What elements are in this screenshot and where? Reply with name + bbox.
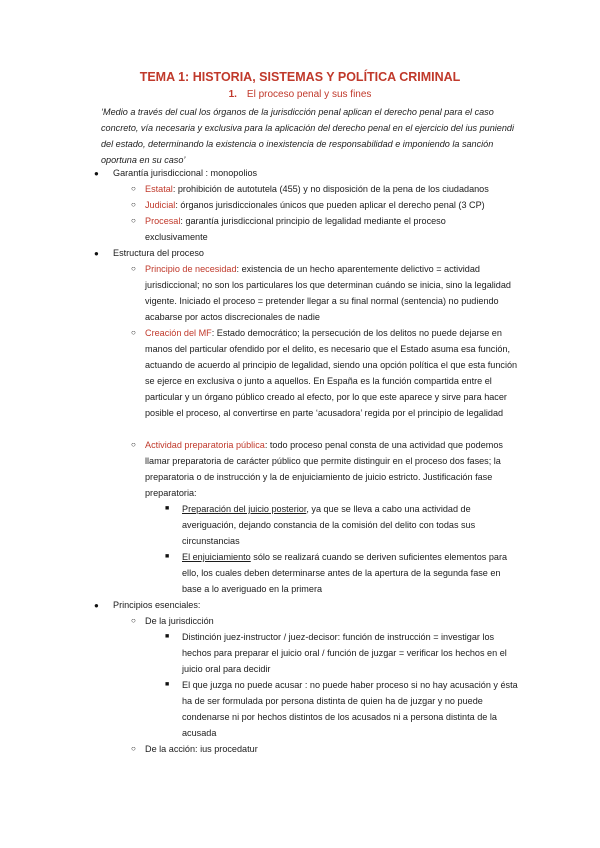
term-label: Estatal (145, 184, 173, 194)
term-text: sólo se realizará cuando se deriven suficientes elementos para ello, los cuales deben determinarse antes de la apertura de la segunda fase en base a lo averiguado en la primera (182, 552, 508, 594)
bullet-square-icon: ■ (165, 553, 170, 560)
bullet-disc-icon: ● (94, 249, 99, 258)
term-label: Procesal (145, 216, 181, 226)
list-item-enjuiciamiento (182, 549, 518, 597)
section-number: 1. (228, 89, 237, 100)
bullet-circle-icon: ○ (131, 440, 136, 449)
bullet-circle-icon: ○ (131, 216, 136, 225)
term-text: : todo proceso penal consta de una actividad que podemos llamar preparatoria de carácter público que permite distinguir en el proceso dos fases; la preparatoria o de instrucción y la de enjuiciamiento de juicio estricto. Justificación fase preparatoria: (145, 440, 503, 498)
list-item-judicial (145, 197, 523, 213)
term-text: : existencia de un hecho aparentemente delictivo = actividad jurisdiccional; no son los particulares los que determinan cuándo se inicia, sino la legalidad vigente. Iniciado el proceso = pretender llegar a su final normal (sentencia) no pudiendo acabarse por actos discrecionales de nadie (145, 264, 511, 322)
bullet-circle-icon: ○ (131, 264, 136, 273)
bullet-circle-icon: ○ (131, 616, 136, 625)
page-title: TEMA 1: HISTORIA, SISTEMAS Y POLÍTICA CRIMINAL (139, 70, 461, 84)
definition-quote: ‘Medio a través del cual los órganos de la jurisdicción penal aplican el derecho penal para el caso concreto, vía necesaria y exclusiva para la aplicación del derecho penal en el ejercicio del ius puniendi del estado, determinando la existencia o inexistencia de responsabilidad e imponiendo la sanción oportuna en su caso’ (101, 107, 515, 165)
bullet-disc-icon: ● (94, 169, 99, 178)
list-item-garantia: Garantía jurisdiccional : monopolios (113, 168, 258, 178)
term-text: : Estado democrático; la persecución de los delitos no puede dejarse en manos del particular ofendido por el delito, es necesario que el Estado asuma esa función, actuando de acuerdo al principio de legalidad, siendo una opción política el que esta función se ejerce en exclusiva o junto a aquellos. En España es la función compartida entre el particular y un órgano público creado al efecto, por lo que este aparece y sirve para hacer posible el proceso, al convertirse en parte ‘acusadora’ regida por el principio de legalidad (145, 328, 518, 418)
term-label: Judicial (145, 200, 176, 210)
term-label: Principio de necesidad (145, 264, 237, 274)
list-item-juzga-acusar: El que juzga no puede acusar : no puede haber proceso si no hay acusación y ésta ha de ser formulada por persona distinta de quien ha de juzgar y no puede condenarse ni por hechos distintos de los acusados ni a persona distinta de la acusada (182, 680, 518, 738)
list-item-estatal (145, 181, 523, 197)
list-item-jurisdiccion: De la jurisdicción (145, 616, 214, 626)
list-item-preparatoria (145, 437, 517, 501)
term-text: : órganos jurisdiccionales únicos que pueden aplicar el derecho penal (3 CP) (175, 200, 485, 210)
bullet-square-icon: ■ (165, 505, 170, 512)
list-item-estructura: Estructura del proceso (113, 248, 204, 258)
bullet-square-icon: ■ (165, 681, 170, 688)
list-item-distincion: Distinción juez-instructor / juez-decisor: función de instrucción = investigar los hechos para preparar el juicio oral / función de juzgar = verificar los hechos en el juicio oral para decidir (182, 632, 507, 674)
bullet-circle-icon: ○ (131, 328, 136, 337)
list-item-principios: Principios esenciales: (113, 600, 201, 610)
bullet-circle-icon: ○ (131, 744, 136, 753)
term-label: Creación del MF (145, 328, 212, 338)
list-item-mf (145, 325, 520, 421)
term-text: : prohibición de autotutela (455) y no disposición de la pena de los ciudadanos (172, 184, 489, 194)
term-label: El enjuiciamiento (182, 552, 251, 562)
list-item-accion: De la acción: ius procedatur (145, 744, 258, 754)
bullet-square-icon: ■ (165, 633, 170, 640)
list-item-procesal (145, 213, 490, 245)
term-label: Preparación del juicio posterior (182, 504, 307, 514)
term-text: , ya que se lleva a cabo una actividad de averiguación, dejando constancia de la comisión del delito con todas sus circunstancias (182, 504, 476, 546)
bullet-disc-icon: ● (94, 601, 99, 610)
list-item-preparacion (182, 501, 518, 549)
term-label: Actividad preparatoria pública (145, 440, 265, 450)
section-subtitle (0, 89, 600, 100)
term-text: : garantía jurisdiccional principio de legalidad mediante el proceso exclusivamente (145, 216, 446, 242)
list-item-necesidad (145, 261, 517, 325)
bullet-circle-icon: ○ (131, 184, 136, 193)
bullet-circle-icon: ○ (131, 200, 136, 209)
section-title: El proceso penal y sus fines (246, 89, 372, 100)
